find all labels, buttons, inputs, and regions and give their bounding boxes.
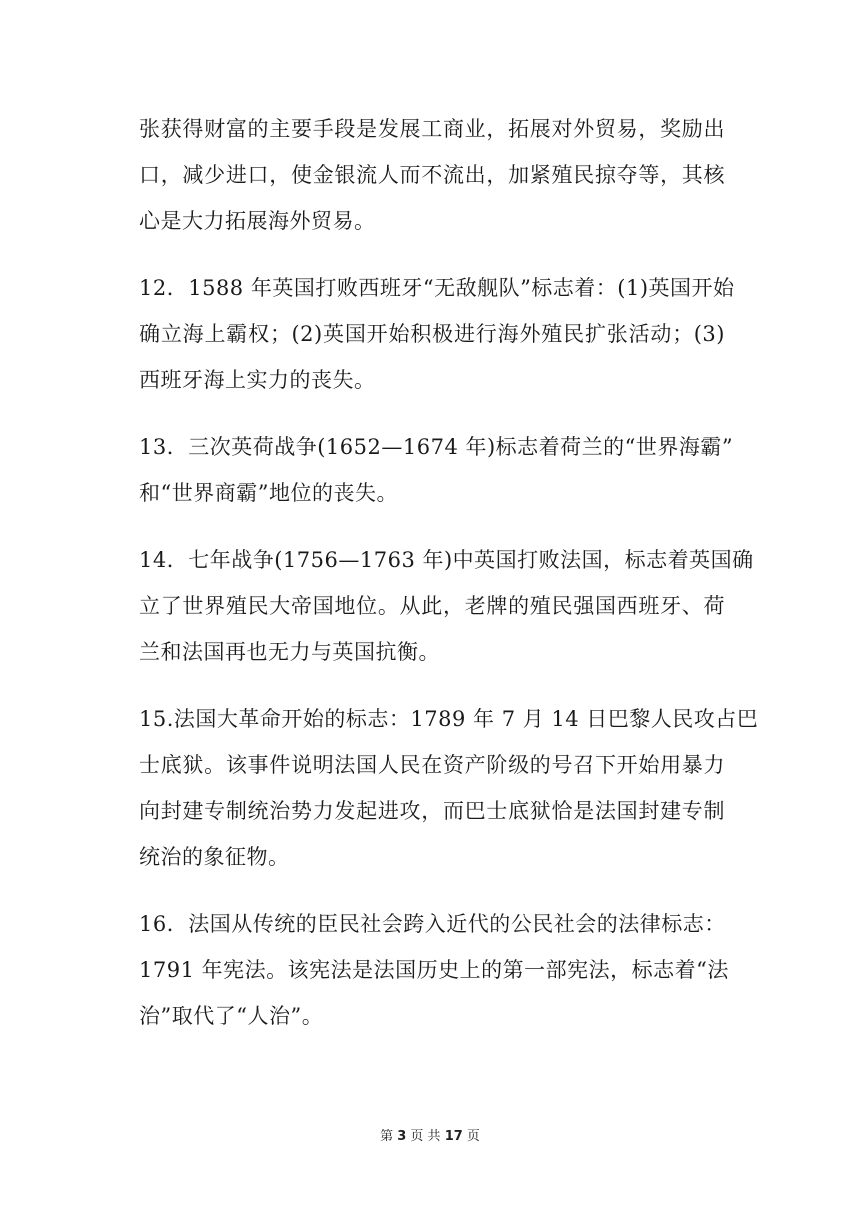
footer-suffix: 页 — [466, 1129, 480, 1144]
text-line: 1791 年宪法。该宪法是法国历史上的第一部宪法，标志着“法 — [139, 958, 729, 982]
current-page-number: 3 — [397, 1129, 407, 1144]
text-line: 口，减少进口，使金银流人而不流出，加紧殖民掠夺等，其核 — [139, 163, 725, 187]
text-line: 张获得财富的主要手段是发展工商业，拓展对外贸易，奖励出 — [139, 117, 725, 141]
paragraph-item-12 — [139, 265, 735, 403]
page-footer — [0, 1127, 860, 1147]
text-line: 14．七年战争(1756—1763 年)中英国打败法国，标志着英国确 — [139, 548, 754, 572]
document-body — [139, 106, 759, 1060]
text-line: 12．1588 年英国打败西班牙“无敌舰队”标志着：(1)英国开始 — [139, 276, 735, 300]
footer-middle: 页 共 — [410, 1129, 441, 1144]
text-line: 和“世界商霸”地位的丧失。 — [139, 481, 398, 505]
text-line: 立了世界殖民大帝国地位。从此，老牌的殖民强国西班牙、荷 — [139, 594, 725, 618]
text-line: 心是大力拓展海外贸易。 — [139, 209, 376, 233]
paragraph-item-15 — [139, 696, 759, 880]
text-line: 士底狱。该事件说明法国人民在资产阶级的号召下开始用暴力 — [139, 753, 725, 777]
total-page-count: 17 — [444, 1129, 463, 1144]
text-line: 向封建专制统治势力发起进攻，而巴士底狱恰是法国封建专制 — [139, 799, 725, 823]
text-line: 13．三次英荷战争(1652—1674 年)标志着荷兰的“世界海霸” — [139, 435, 734, 459]
paragraph-item-13 — [139, 424, 734, 516]
paragraph-item-14 — [139, 537, 754, 675]
text-line: 15.法国大革命开始的标志：1789 年 7 月 14 日巴黎人民攻占巴 — [139, 707, 759, 731]
footer-prefix: 第 — [380, 1129, 394, 1144]
text-line: 治”取代了“人治”。 — [139, 1004, 324, 1028]
text-line: 确立海上霸权；(2)英国开始积极进行海外殖民扩张活动；(3) — [139, 322, 725, 346]
paragraph-trade-policy — [139, 106, 725, 244]
text-line: 西班牙海上实力的丧失。 — [139, 368, 376, 392]
text-line: 兰和法国再也无力与英国抗衡。 — [139, 640, 440, 664]
paragraph-item-16 — [139, 901, 729, 1039]
text-line: 统治的象征物。 — [139, 845, 290, 869]
text-line: 16．法国从传统的臣民社会跨入近代的公民社会的法律标志： — [139, 912, 726, 936]
